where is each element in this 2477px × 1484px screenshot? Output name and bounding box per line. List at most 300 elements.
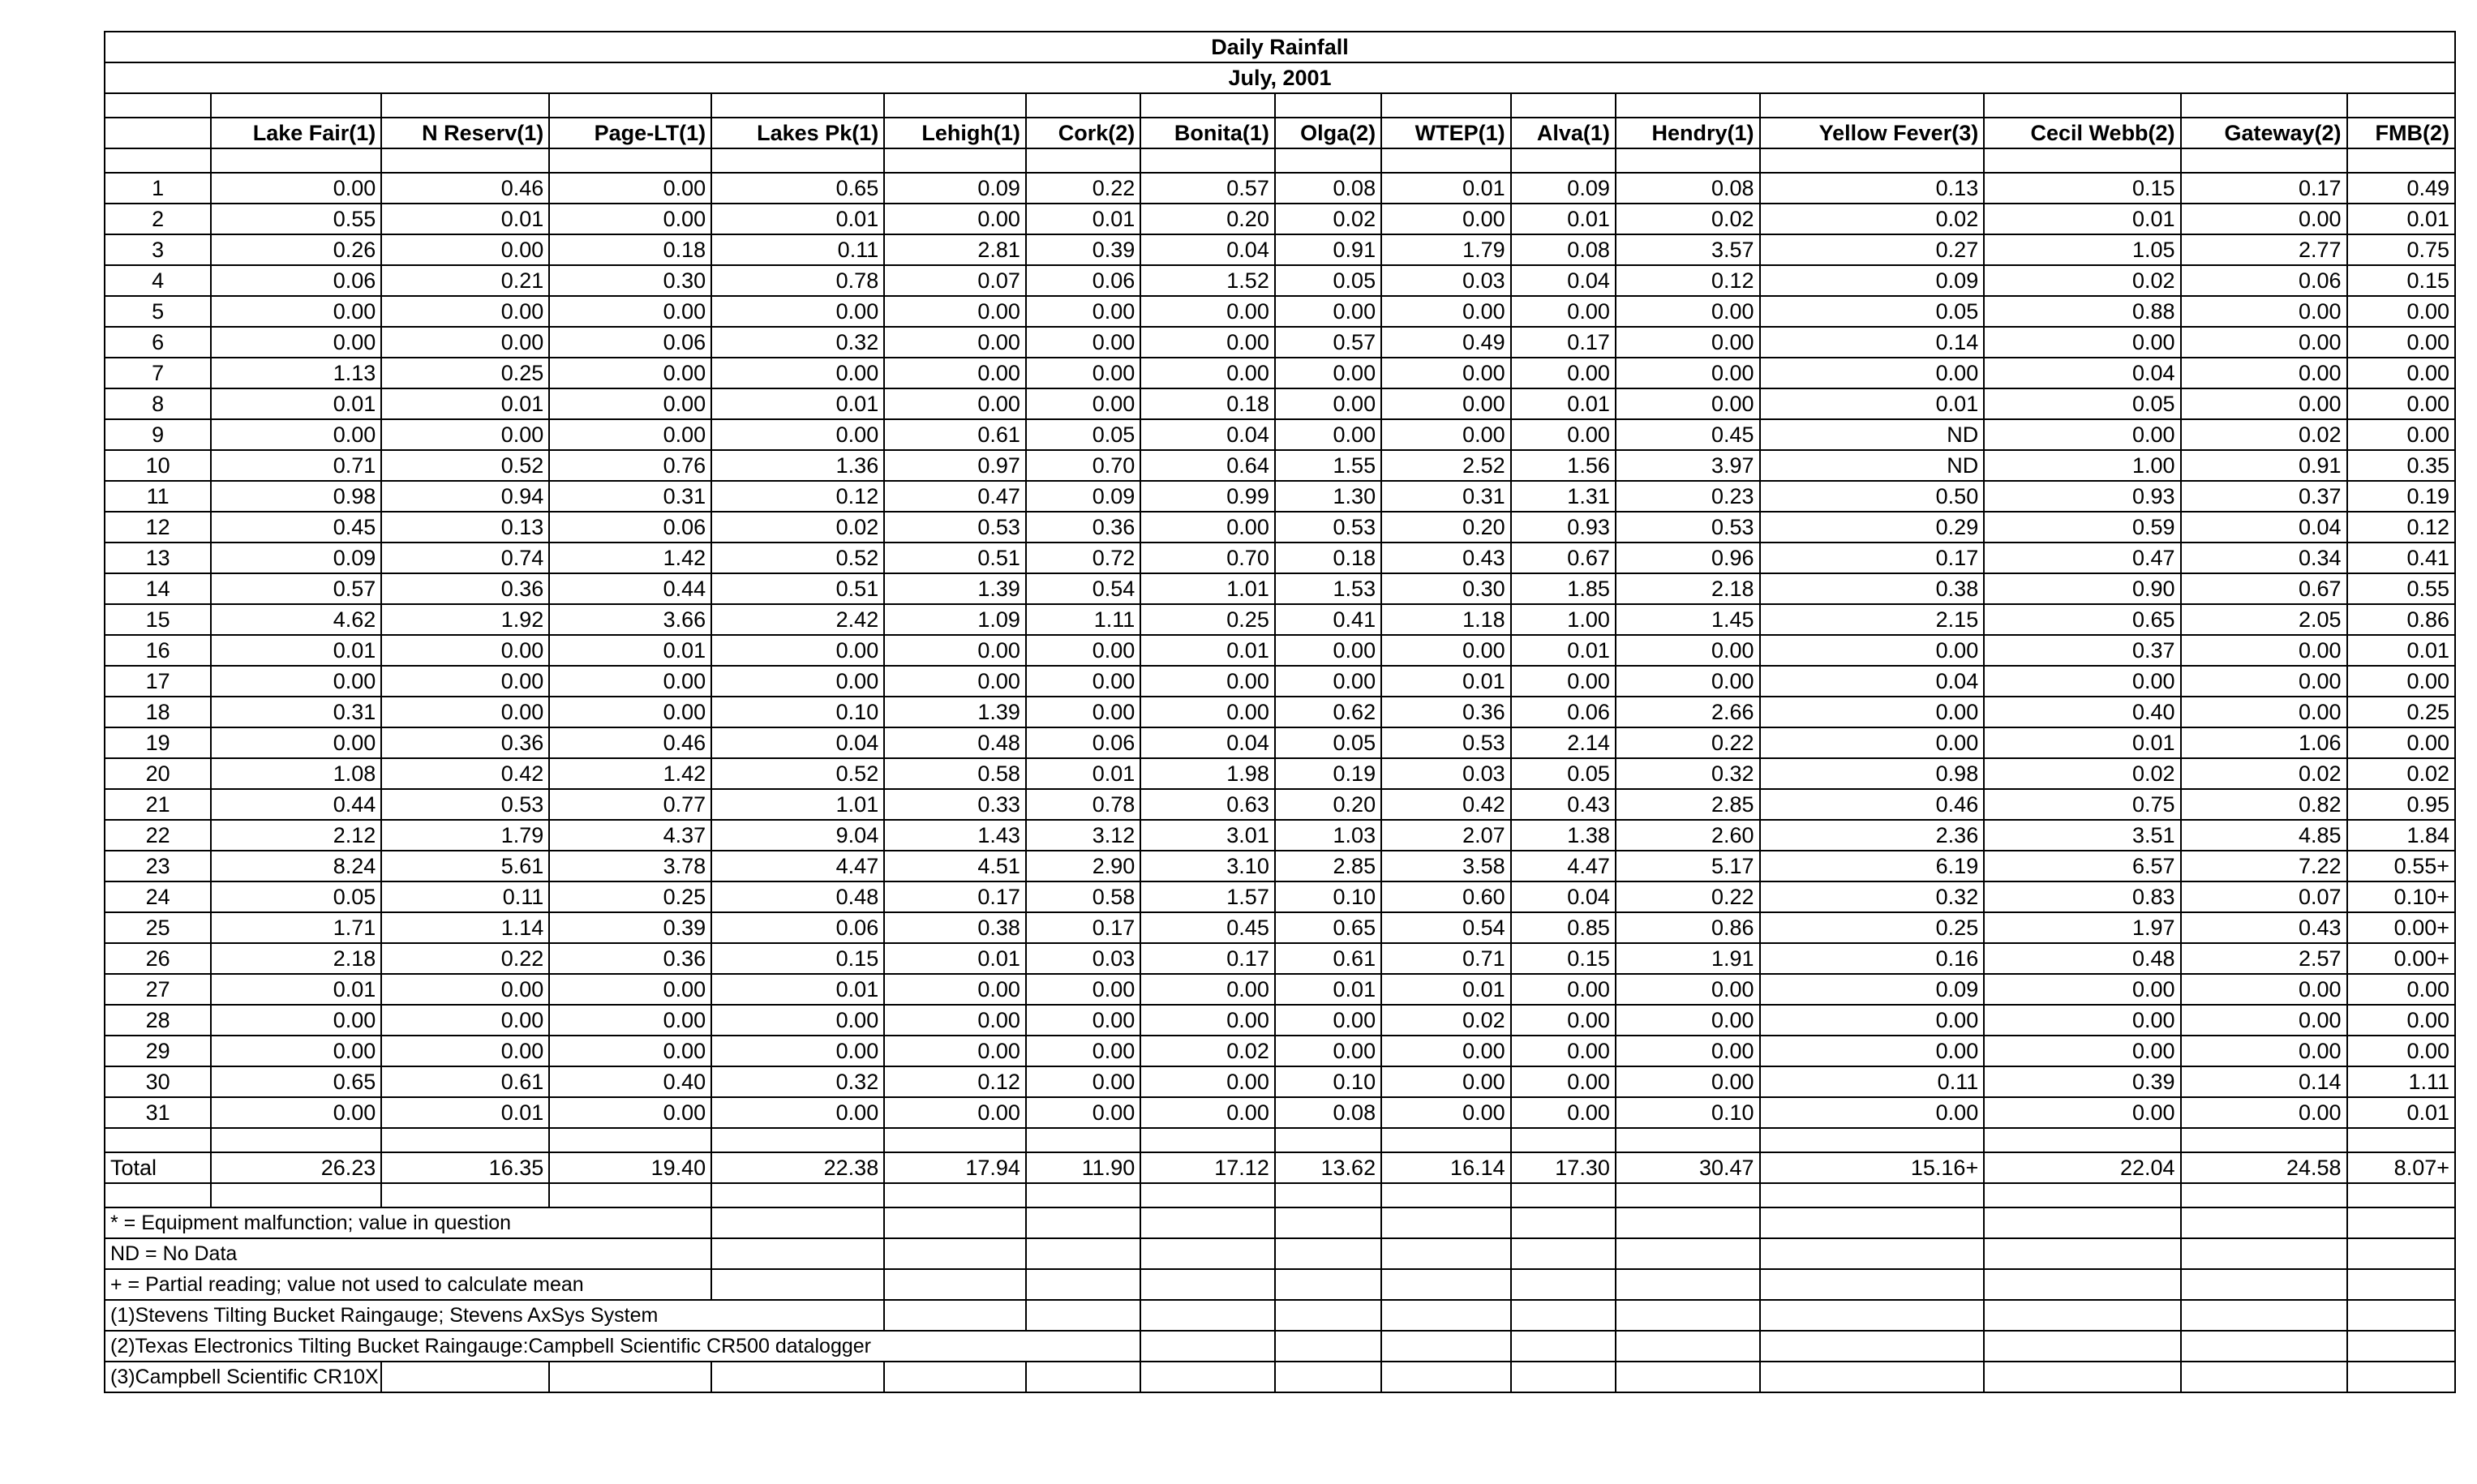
empty-cell	[2347, 1238, 2455, 1269]
value-cell: 0.00	[1511, 419, 1616, 450]
value-cell: 0.00	[884, 296, 1026, 327]
value-cell: 1.39	[884, 697, 1026, 727]
value-cell: 0.00	[1381, 1036, 1511, 1066]
day-cell: 27	[105, 974, 211, 1005]
empty-cell	[549, 93, 711, 118]
value-cell: 0.93	[1984, 481, 2180, 512]
value-cell: ND	[1760, 450, 1985, 481]
empty-cell	[211, 1183, 381, 1207]
day-cell: 26	[105, 943, 211, 974]
day-cell: 2	[105, 204, 211, 234]
empty-cell	[1760, 1128, 1985, 1152]
value-cell: 0.01	[1760, 388, 1985, 419]
table-row	[105, 912, 2455, 943]
value-cell: 0.02	[1984, 758, 2180, 789]
empty-cell	[1275, 1300, 1381, 1331]
value-cell: 0.00	[1760, 1005, 1985, 1036]
value-cell: 0.06	[1026, 727, 1140, 758]
value-cell: 0.52	[711, 543, 884, 573]
empty-cell	[381, 1183, 549, 1207]
value-cell: 1.52	[1140, 265, 1275, 296]
value-cell: 0.00	[1616, 296, 1760, 327]
value-cell: 0.01	[1026, 758, 1140, 789]
value-cell: 0.00	[1760, 358, 1985, 388]
value-cell: 0.00	[381, 666, 549, 697]
empty-cell	[1984, 1331, 2180, 1362]
value-cell: 0.42	[381, 758, 549, 789]
value-cell: 0.00	[2347, 419, 2455, 450]
table-row	[105, 1066, 2455, 1097]
value-cell: 0.52	[381, 450, 549, 481]
value-cell: 0.09	[211, 543, 381, 573]
value-cell: 0.20	[1381, 512, 1511, 543]
value-cell: 5.61	[381, 851, 549, 881]
empty-cell	[1026, 148, 1140, 173]
value-cell: 0.00	[1026, 1005, 1140, 1036]
value-cell: 0.01	[2347, 635, 2455, 666]
value-cell: 0.00	[1984, 1005, 2180, 1036]
empty-cell	[1511, 148, 1616, 173]
value-cell: 0.53	[1381, 727, 1511, 758]
empty-cell	[1984, 1207, 2180, 1238]
value-cell: 1.06	[2181, 727, 2347, 758]
value-cell: 0.08	[1511, 234, 1616, 265]
value-cell: 0.35	[2347, 450, 2455, 481]
value-cell: 0.20	[1140, 204, 1275, 234]
value-cell: 0.00	[211, 1097, 381, 1128]
column-header: Olga(2)	[1275, 118, 1381, 148]
value-cell: 0.01	[381, 1097, 549, 1128]
empty-cell	[884, 1207, 1026, 1238]
table-row	[105, 512, 2455, 543]
value-cell: 0.00	[1140, 1097, 1275, 1128]
value-cell: 0.00	[1026, 1097, 1140, 1128]
value-cell: 0.36	[1026, 512, 1140, 543]
value-cell: 0.15	[1511, 943, 1616, 974]
value-cell: 0.53	[1616, 512, 1760, 543]
note-row	[105, 1362, 2455, 1392]
value-cell: 3.58	[1381, 851, 1511, 881]
empty-cell	[1616, 1128, 1760, 1152]
table-row	[105, 358, 2455, 388]
value-cell: 0.82	[2181, 789, 2347, 820]
column-header: N Reserv(1)	[381, 118, 549, 148]
table-row	[105, 450, 2455, 481]
value-cell: 1.09	[884, 604, 1026, 635]
total-cell: 17.94	[884, 1152, 1026, 1183]
value-cell: 0.00	[1511, 974, 1616, 1005]
value-cell: 0.98	[1760, 758, 1985, 789]
note-row	[105, 1331, 2455, 1362]
value-cell: 1.42	[549, 758, 711, 789]
value-cell: 0.00	[549, 388, 711, 419]
value-cell: 0.00	[381, 697, 549, 727]
value-cell: 0.05	[1984, 388, 2180, 419]
value-cell: 0.05	[1275, 727, 1381, 758]
empty-cell	[711, 1300, 884, 1331]
empty-cell	[711, 1183, 884, 1207]
value-cell: 0.01	[211, 388, 381, 419]
value-cell: 0.00	[1275, 1036, 1381, 1066]
value-cell: 0.64	[1140, 450, 1275, 481]
value-cell: 0.00	[1616, 1036, 1760, 1066]
value-cell: 0.00	[1026, 666, 1140, 697]
value-cell: 1.13	[211, 358, 381, 388]
empty-cell	[549, 1207, 711, 1238]
value-cell: 0.00	[1140, 296, 1275, 327]
value-cell: 2.18	[211, 943, 381, 974]
day-cell: 5	[105, 296, 211, 327]
table-row	[105, 604, 2455, 635]
value-cell: 0.74	[381, 543, 549, 573]
note-cell	[105, 1362, 379, 1392]
value-cell: 0.00	[884, 204, 1026, 234]
value-cell: 0.50	[1760, 481, 1985, 512]
value-cell: 0.00	[884, 635, 1026, 666]
empty-cell	[1140, 1128, 1275, 1152]
value-cell: 0.93	[1511, 512, 1616, 543]
value-cell: 0.63	[1140, 789, 1275, 820]
note-row	[105, 1300, 2455, 1331]
empty-cell	[549, 1183, 711, 1207]
value-cell: 0.01	[1381, 974, 1511, 1005]
value-cell: 0.00	[549, 204, 711, 234]
value-cell: 0.01	[711, 204, 884, 234]
table-row	[105, 234, 2455, 265]
value-cell: 0.01	[1381, 666, 1511, 697]
value-cell: 0.78	[711, 265, 884, 296]
value-cell: 0.00	[1760, 635, 1985, 666]
value-cell: 1.01	[1140, 573, 1275, 604]
value-cell: 0.30	[549, 265, 711, 296]
value-cell: 0.00	[1984, 419, 2180, 450]
value-cell: 0.01	[711, 388, 884, 419]
value-cell: 0.32	[1760, 881, 1985, 912]
value-cell: 0.00	[549, 974, 711, 1005]
table-row	[105, 1097, 2455, 1128]
empty-cell	[1760, 148, 1985, 173]
value-cell: 0.98	[211, 481, 381, 512]
value-cell: 0.14	[1760, 327, 1985, 358]
empty-cell	[1026, 1300, 1140, 1331]
value-cell: 0.00	[2181, 296, 2347, 327]
total-cell: 16.14	[1381, 1152, 1511, 1183]
column-header: Lake Fair(1)	[211, 118, 381, 148]
value-cell: 0.39	[1026, 234, 1140, 265]
value-cell: 0.02	[1760, 204, 1985, 234]
day-cell: 16	[105, 635, 211, 666]
value-cell: 0.34	[2181, 543, 2347, 573]
value-cell: 0.11	[711, 234, 884, 265]
value-cell: 0.58	[1026, 881, 1140, 912]
value-cell: 0.41	[2347, 543, 2455, 573]
note-row	[105, 1207, 2455, 1238]
value-cell: 0.00	[211, 296, 381, 327]
note-row	[105, 1238, 2455, 1269]
value-cell: 0.72	[1026, 543, 1140, 573]
empty-cell	[381, 1238, 549, 1269]
empty-cell	[1026, 1207, 1140, 1238]
value-cell: 0.00	[381, 635, 549, 666]
total-cell: 22.38	[711, 1152, 884, 1183]
empty-cell	[1984, 93, 2180, 118]
value-cell: 1.55	[1275, 450, 1381, 481]
value-cell: 0.36	[381, 573, 549, 604]
empty-cell	[711, 1362, 884, 1392]
total-cell: 24.58	[2181, 1152, 2347, 1183]
total-cell: 8.07+	[2347, 1152, 2455, 1183]
value-cell: 1.00	[1511, 604, 1616, 635]
value-cell: 0.00	[381, 234, 549, 265]
value-cell: 0.00	[211, 727, 381, 758]
value-cell: 0.14	[2181, 1066, 2347, 1097]
empty-cell	[2347, 93, 2455, 118]
empty-cell	[1511, 1269, 1616, 1300]
value-cell: 0.00	[884, 1097, 1026, 1128]
value-cell: 0.00	[2181, 974, 2347, 1005]
value-cell: 1.91	[1616, 943, 1760, 974]
value-cell: 0.00	[2181, 697, 2347, 727]
value-cell: 0.59	[1984, 512, 2180, 543]
value-cell: 0.44	[549, 573, 711, 604]
value-cell: 0.65	[1984, 604, 2180, 635]
empty-cell	[711, 1269, 884, 1300]
value-cell: 0.75	[1984, 789, 2180, 820]
value-cell: 0.53	[1275, 512, 1381, 543]
value-cell: 0.02	[2181, 758, 2347, 789]
day-cell: 21	[105, 789, 211, 820]
empty-cell	[2347, 1331, 2455, 1362]
value-cell: 0.12	[2347, 512, 2455, 543]
value-cell: 0.00	[884, 358, 1026, 388]
empty-cell	[1616, 1269, 1760, 1300]
value-cell: 0.00	[1140, 1066, 1275, 1097]
value-cell: 0.01	[884, 943, 1026, 974]
value-cell: 0.00	[1511, 666, 1616, 697]
value-cell: 0.04	[1511, 881, 1616, 912]
value-cell: 0.36	[549, 943, 711, 974]
column-header: Cecil Webb(2)	[1984, 118, 2180, 148]
value-cell: 1.53	[1275, 573, 1381, 604]
empty-cell	[2181, 1331, 2347, 1362]
value-cell: 0.12	[711, 481, 884, 512]
value-cell: 0.53	[381, 789, 549, 820]
value-cell: 0.32	[711, 1066, 884, 1097]
empty-cell	[1140, 1300, 1275, 1331]
empty-cell	[1760, 1269, 1985, 1300]
value-cell: 0.48	[884, 727, 1026, 758]
value-cell: 1.03	[1275, 820, 1381, 851]
value-cell: 1.45	[1616, 604, 1760, 635]
value-cell: 0.77	[549, 789, 711, 820]
empty-cell	[1511, 1362, 1616, 1392]
table-row	[105, 1036, 2455, 1066]
value-cell: 0.10	[1616, 1097, 1760, 1128]
value-cell: 0.02	[1984, 265, 2180, 296]
value-cell: 0.90	[1984, 573, 2180, 604]
day-cell: 6	[105, 327, 211, 358]
value-cell: 0.00	[1616, 388, 1760, 419]
value-cell: 0.31	[211, 697, 381, 727]
value-cell: 0.01	[1511, 204, 1616, 234]
empty-cell	[2181, 1207, 2347, 1238]
value-cell: 0.04	[1140, 234, 1275, 265]
value-cell: 0.00	[2347, 974, 2455, 1005]
day-cell: 18	[105, 697, 211, 727]
value-cell: 0.00	[2181, 1036, 2347, 1066]
value-cell: 2.90	[1026, 851, 1140, 881]
value-cell: 0.55	[211, 204, 381, 234]
empty-cell	[2181, 1183, 2347, 1207]
empty-cell	[1511, 1128, 1616, 1152]
value-cell: 0.00	[1984, 1097, 2180, 1128]
empty-cell	[1026, 93, 1140, 118]
value-cell: 0.47	[884, 481, 1026, 512]
empty-cell	[1984, 1362, 2180, 1392]
value-cell: 0.00	[1026, 327, 1140, 358]
value-cell: 0.62	[1275, 697, 1381, 727]
value-cell: 0.48	[711, 881, 884, 912]
note-row	[105, 1269, 2455, 1300]
value-cell: 0.03	[1381, 758, 1511, 789]
empty-cell	[1511, 93, 1616, 118]
total-cell: 13.62	[1275, 1152, 1381, 1183]
table-row	[105, 943, 2455, 974]
empty-cell	[1511, 1207, 1616, 1238]
value-cell: 1.14	[381, 912, 549, 943]
value-cell: 0.00	[1511, 296, 1616, 327]
empty-cell	[2181, 1238, 2347, 1269]
value-cell: 0.17	[1026, 912, 1140, 943]
value-cell: 0.31	[549, 481, 711, 512]
value-cell: 0.45	[1140, 912, 1275, 943]
value-cell: 0.00	[2181, 1097, 2347, 1128]
value-cell: 0.00	[2181, 1005, 2347, 1036]
value-cell: 2.52	[1381, 450, 1511, 481]
empty-cell	[1616, 1331, 1760, 1362]
value-cell: 0.01	[1984, 727, 2180, 758]
value-cell: 1.36	[711, 450, 884, 481]
empty-cell	[1616, 1183, 1760, 1207]
value-cell: 0.11	[381, 881, 549, 912]
value-cell: 0.17	[1511, 327, 1616, 358]
header-row	[105, 118, 2455, 148]
value-cell: 0.00	[2347, 1036, 2455, 1066]
value-cell: 1.85	[1511, 573, 1616, 604]
value-cell: 0.26	[211, 234, 381, 265]
value-cell: 1.57	[1140, 881, 1275, 912]
table-subtitle: July, 2001	[105, 62, 2455, 93]
value-cell: 0.00	[381, 1005, 549, 1036]
value-cell: 2.14	[1511, 727, 1616, 758]
value-cell: 0.00	[1026, 1066, 1140, 1097]
value-cell: 0.46	[381, 173, 549, 204]
value-cell: 0.02	[2181, 419, 2347, 450]
empty-cell	[1381, 1207, 1511, 1238]
value-cell: 2.05	[2181, 604, 2347, 635]
value-cell: 3.66	[549, 604, 711, 635]
value-cell: 8.24	[211, 851, 381, 881]
value-cell: 0.39	[1984, 1066, 2180, 1097]
value-cell: 0.00	[2181, 327, 2347, 358]
empty-cell	[884, 1238, 1026, 1269]
value-cell: 1.05	[1984, 234, 2180, 265]
value-cell: 3.10	[1140, 851, 1275, 881]
value-cell: 0.78	[1026, 789, 1140, 820]
value-cell: 0.04	[2181, 512, 2347, 543]
empty-cell	[1275, 148, 1381, 173]
value-cell: 0.18	[1275, 543, 1381, 573]
value-cell: 0.06	[211, 265, 381, 296]
empty-cell	[381, 1362, 549, 1392]
empty-cell	[1275, 1238, 1381, 1269]
value-cell: 0.00	[1511, 1097, 1616, 1128]
value-cell: 0.00	[1026, 974, 1140, 1005]
value-cell: 0.53	[884, 512, 1026, 543]
empty-cell	[1140, 148, 1275, 173]
column-header: Alva(1)	[1511, 118, 1616, 148]
value-cell: 0.22	[1616, 727, 1760, 758]
value-cell: 0.01	[381, 388, 549, 419]
value-cell: 0.55+	[2347, 851, 2455, 881]
value-cell: 0.00	[211, 327, 381, 358]
value-cell: 0.00	[381, 296, 549, 327]
value-cell: 0.30	[1381, 573, 1511, 604]
value-cell: 0.00	[1140, 974, 1275, 1005]
empty-cell	[2347, 1362, 2455, 1392]
value-cell: 0.00	[711, 1005, 884, 1036]
value-cell: 1.92	[381, 604, 549, 635]
table-row	[105, 265, 2455, 296]
table-row	[105, 543, 2455, 573]
empty-cell	[1760, 1300, 1985, 1331]
value-cell: 1.11	[2347, 1066, 2455, 1097]
value-cell: 0.01	[1511, 635, 1616, 666]
value-cell: 0.04	[1511, 265, 1616, 296]
value-cell: 4.37	[549, 820, 711, 851]
value-cell: 0.00	[884, 974, 1026, 1005]
empty-cell	[1026, 1128, 1140, 1152]
empty-cell	[1381, 93, 1511, 118]
empty-cell	[2347, 1183, 2455, 1207]
value-cell: 0.00	[2347, 388, 2455, 419]
value-cell: 1.79	[381, 820, 549, 851]
value-cell: 0.12	[1616, 265, 1760, 296]
value-cell: 5.17	[1616, 851, 1760, 881]
value-cell: 0.08	[1275, 1097, 1381, 1128]
empty-cell	[884, 1362, 1026, 1392]
value-cell: 0.07	[884, 265, 1026, 296]
empty-cell	[1381, 1183, 1511, 1207]
value-cell: 0.05	[1511, 758, 1616, 789]
value-cell: 0.43	[2181, 912, 2347, 943]
empty-cell	[1984, 148, 2180, 173]
empty-cell	[1026, 1362, 1140, 1392]
value-cell: 0.19	[1275, 758, 1381, 789]
empty-cell	[711, 1238, 884, 1269]
value-cell: 0.00	[1275, 635, 1381, 666]
value-cell: 0.00	[1381, 635, 1511, 666]
value-cell: 0.38	[1760, 573, 1985, 604]
value-cell: 0.00	[1381, 1066, 1511, 1097]
value-cell: 1.39	[884, 573, 1026, 604]
empty-cell	[2347, 148, 2455, 173]
value-cell: 0.00	[1760, 1036, 1985, 1066]
value-cell: 0.00+	[2347, 943, 2455, 974]
value-cell: 1.43	[884, 820, 1026, 851]
empty-cell	[1616, 1300, 1760, 1331]
value-cell: 0.25	[1140, 604, 1275, 635]
